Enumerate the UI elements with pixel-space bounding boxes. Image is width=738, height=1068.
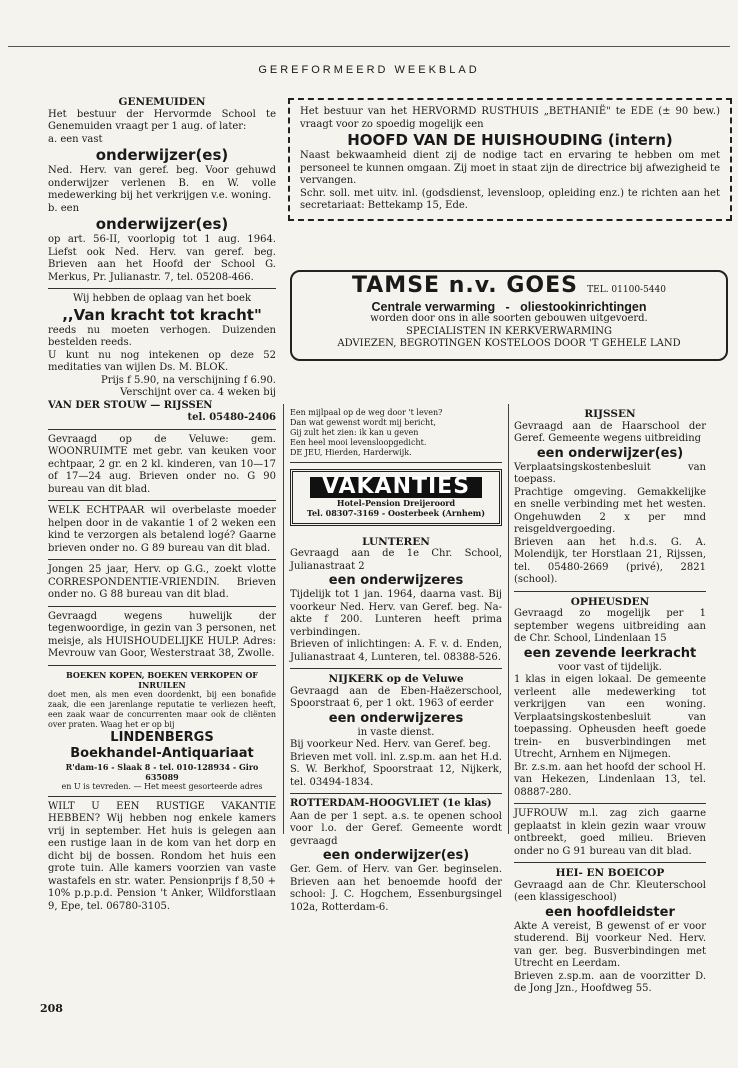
ad-text: WELK ECHTPAAR wil overbelaste moeder helpen door in de vakantie 1 of 2 weken een kind te verzorgen als betalend logé? Gaarne brieven onder no. G 89 bureau van dit blad. bbox=[48, 505, 276, 554]
ad-text: SPECIALISTEN IN KERKVERWARMING bbox=[406, 325, 612, 337]
ad-text: voor vast of tijdelijk. bbox=[558, 661, 662, 673]
ad-title: een onderwijzeres bbox=[328, 573, 464, 588]
ad-text: en U is tevreden. — Het meest gesorteerde adres bbox=[61, 781, 263, 791]
ad-text: Gevraagd aan de 1e Chr. School, Julianastraat 2 bbox=[290, 548, 502, 572]
ad-heading: RIJSSEN bbox=[584, 408, 636, 420]
ad-title: HOOFD VAN DE HUISHOUDING (intern) bbox=[347, 131, 673, 149]
column-divider bbox=[283, 404, 284, 834]
ad-text: R'dam-16 - Slaak 8 - tel. 010-128934 - Giro 635089 bbox=[65, 761, 259, 782]
ad-text: b. een bbox=[48, 202, 80, 214]
ad-text: Prijs f 5.90, na verschijning f 6.90. bbox=[100, 374, 276, 386]
ad-text: op art. 56-II, voorlopig tot 1 aug. 1964. Liefst ook Ned. Herv. van geref. beg. Brieven aan het Hoofd der School G. Merkus, Pr. Julianastr. 7, tel. 05208-466. bbox=[48, 234, 276, 283]
page-header: GEREFORMEERD WEEKBLAD bbox=[258, 64, 480, 76]
ad-text: TEL. 01100-5440 bbox=[587, 285, 666, 295]
ad-woonruimte bbox=[48, 430, 276, 502]
ad-text: Het bestuur der Hervormde School te Genemuiden vraagt per 1 aug. of later: bbox=[48, 108, 276, 132]
top-rule bbox=[8, 46, 730, 47]
poem-line: Een heel mooi levensloopgedicht. bbox=[290, 438, 427, 447]
ad-text: Tel. 08307-3169 - Oosterbeek (Arnhem) bbox=[306, 507, 486, 518]
ad-heading: NIJKERK op de Veluwe bbox=[328, 673, 464, 685]
ad-heading: ROTTERDAM-HOOGVLIET (1e klas) bbox=[290, 798, 492, 809]
ad-heading: BOEKEN KOPEN, BOEKEN VERKOPEN OF INRUILEN bbox=[66, 669, 258, 690]
ad-text: Gevraagd wegens huwelijk der tegenwoordige, in gezin van 3 personen, net meisje, als HUISHOUDELIJKE HULP. Adres: Mevrouw van Goor, Westerstraat 38, Zwolle. bbox=[48, 610, 276, 659]
ad-lindenbergs bbox=[48, 666, 276, 797]
ad-text: Ned. Herv. van geref. beg. Voor gehuwd onderwijzer verlenen B. en W. volle medewerking bij het verkrijgen v.e. woning. bbox=[48, 165, 276, 201]
poem-line: DE JEU, Hierden, Harderwijk. bbox=[290, 448, 412, 457]
ad-text: Akte A vereist, B gewenst of er voor studerend. Bij voorkeur Ned. Herv. van ger. beg. Busverbindingen met Utrecht en Leerdam. bbox=[514, 920, 706, 969]
tamse-title-row bbox=[302, 273, 716, 298]
ad-heading: LUNTEREN bbox=[362, 535, 430, 548]
ad-opheusden bbox=[514, 592, 706, 805]
ad-text: Gevraagd zo mogelijk per 1 september wegens uitbreiding aan de Chr. School, Lindenlaan 15 bbox=[514, 608, 706, 644]
ad-title: ,,Van kracht tot kracht" bbox=[62, 305, 262, 324]
ad-text: Gevraagd aan de Chr. Kleuterschool (een klassigeschool) bbox=[514, 879, 706, 903]
poem-line: Gij zult het zien: ik kan u geven bbox=[290, 428, 419, 437]
ad-text: Gevraagd aan de Haarschool der Geref. Gemeente wegens uitbreiding bbox=[514, 420, 706, 444]
ad-text: Brieven met voll. inl. z.sp.m. aan het H.d. S. W. Berkhof, Spoorstraat 12, Nijkerk, tel. 03494-1834. bbox=[290, 751, 502, 788]
ad-text: Het bestuur van het HERVORMD RUSTHUIS „BETHANIË" te EDE (± 90 bew.) vraagt voor zo spoedig mogelijk een bbox=[300, 106, 720, 130]
ad-text: Br. z.s.m. aan het hoofd der school H. van Hekezen, Lindenlaan 13, tel. 08887-280. bbox=[514, 761, 706, 798]
ad-tamse-goes bbox=[290, 270, 728, 361]
ad-subtitle: Centrale verwarming - oliestookinrichtingen bbox=[371, 299, 647, 314]
ad-text: worden door ons in alle soorten gebouwen uitgevoerd. bbox=[370, 313, 648, 324]
ad-text: 1 klas in eigen lokaal. De gemeente verleent alle medewerking tot verkrijgen van een woning. Verplaatsingskostenbesluit van toepassing. Opheusden heeft goede trein- en busverbindingen met Utrecht, Arnhem en Nijmegen. bbox=[514, 674, 706, 760]
ad-text: a. een vast bbox=[48, 133, 103, 145]
ad-title: onderwijzer(es) bbox=[95, 215, 229, 233]
ad-jongen bbox=[48, 560, 276, 607]
ad-title: onderwijzer(es) bbox=[95, 146, 229, 164]
ad-text: Schr. soll. met uitv. inl. (godsdienst, levensloop, opleiding enz.) te richten aan het secretariaat: Bettekamp 15, Ede. bbox=[300, 187, 720, 211]
ad-rusthuis-bethanie bbox=[288, 98, 732, 221]
ad-gedicht bbox=[290, 404, 502, 463]
ad-title: TAMSE n.v. GOES bbox=[351, 273, 578, 298]
ad-heading: OPHEUSDEN bbox=[570, 595, 650, 608]
ad-vakanties bbox=[290, 469, 502, 526]
poem-line: Dan wat gewenst wordt mij bericht, bbox=[290, 418, 436, 427]
ad-text: Verplaatsingskostenbesluit van toepass. bbox=[514, 461, 706, 485]
ad-title: Boekhandel-Antiquariaat bbox=[70, 745, 254, 761]
column-divider bbox=[508, 404, 509, 834]
ad-text: doet men, als men even doordenkt, bij een bonafide zaak, die een jarenlange reputatie te verliezen heeft, een zaak waar de concurrenten maar ook de cliënten over praten. Waag het er op bij bbox=[48, 689, 276, 729]
ad-text: reeds nu moeten verhogen. Duizenden bestelden reeds. bbox=[48, 324, 276, 348]
ad-text: ADVIEZEN, BEGROTINGEN KOSTELOOS DOOR 'T GEHELE LAND bbox=[337, 338, 681, 349]
ad-text: Prachtige omgeving. Gemakkelijke en snelle verbinding met het westen. Ongehuwden 2 x per mnd reisgeldvergoeding. bbox=[514, 486, 706, 535]
column-middle bbox=[290, 404, 502, 918]
ad-title: een onderwijzer(es) bbox=[536, 445, 684, 461]
ad-text: Gevraagd op de Veluwe: gem. WOONRUIMTE met gebr. van keuken voor echtpaar, 2 gr. en 2 kl. kinderen, van 10—17 of 17—24 aug. Brieven onder no. G 90 bureau van dit blad. bbox=[48, 433, 276, 495]
ad-genemuiden bbox=[48, 92, 276, 289]
ad-heading: GENEMUIDEN bbox=[118, 96, 206, 108]
ad-text: tel. 05480-2406 bbox=[187, 412, 276, 423]
ad-rijssen bbox=[514, 404, 706, 592]
ad-text: U kunt nu nog intekenen op deze 52 meditaties van wijlen Ds. M. BLOK. bbox=[48, 349, 276, 373]
ad-title: LINDENBERGS bbox=[110, 729, 214, 745]
ad-text: Hotel-Pension Dreijeroord bbox=[336, 497, 456, 508]
ad-hei-en-boeicop bbox=[514, 863, 706, 1000]
ad-text: Verschijnt over ca. 4 weken bij bbox=[120, 387, 276, 398]
column-right bbox=[514, 404, 706, 1000]
ad-text: Aan de per 1 sept. a.s. te openen school voor l.o. der Geref. Gemeente wordt gevraagd bbox=[290, 810, 502, 847]
ad-nijkerk bbox=[290, 669, 502, 794]
ad-text: Gevraagd aan de Eben-Haëzerschool, Spoorstraat 6, per 1 okt. 1963 of eerder bbox=[290, 685, 502, 709]
ad-huishoudelijke-hulp bbox=[48, 607, 276, 666]
ad-text: JUFROUW m.l. zag zich gaarne geplaatst in klein gezin waar vrouw ontbreekt, goed milieu. Brieven onder no G 91 bureau van dit blad. bbox=[514, 808, 706, 857]
ad-vakantie-epe bbox=[48, 797, 276, 918]
ad-echtpaar bbox=[48, 501, 276, 560]
ad-boek bbox=[48, 289, 276, 430]
ad-text: Tijdelijk tot 1 jan. 1964, daarna vast. Bij voorkeur Ned. Herv. van Geref. beg. Na-akte f 200. Lunteren heeft prima verbindingen. bbox=[290, 589, 502, 638]
ad-text: VAN DER STOUW — RIJSSEN bbox=[48, 399, 213, 411]
ad-title: een zevende leerkracht bbox=[523, 645, 697, 661]
ad-text: Brieven of inlichtingen: A. F. v. d. Enden, Julianastraat 4, Lunteren, tel. 08388-526. bbox=[290, 639, 502, 663]
ad-text: Wij hebben de oplaag van het boek bbox=[72, 293, 252, 304]
ad-title: een onderwijzer(es) bbox=[322, 848, 470, 863]
column-left bbox=[48, 92, 276, 917]
ad-text: Bij voorkeur Ned. Herv. van Geref. beg. bbox=[290, 739, 491, 750]
ad-rotterdam bbox=[290, 794, 502, 918]
page-number: 208 bbox=[40, 1002, 63, 1015]
ad-heading: HEI- EN BOEICOP bbox=[555, 867, 665, 879]
ad-jufrouw bbox=[514, 804, 706, 863]
ad-text: Brieven z.sp.m. aan de voorzitter D. de Jong Jzn., Hoofdweg 55. bbox=[514, 970, 706, 994]
ad-text: Brieven aan het h.d.s. G. A. Molendijk, ter Horstlaan 21, Rijssen, tel. 05480-2669 (privé), 2821 (school). bbox=[514, 536, 706, 585]
ad-text: in vaste dienst. bbox=[357, 726, 435, 738]
ad-text: Ger. Gem. of Herv. van Ger. beginselen. Brieven aan het benoemde hoofd der school: J. C. Hogchem, Essenburgsingel 102a, Rotterdam-6. bbox=[290, 864, 502, 913]
ad-text: Naast bekwaamheid dient zij de nodige tact en ervaring te hebben om met personeel te kunnen omgaan. Zij moet in staat zijn de directrice bij afwezigheid te vervangen. bbox=[300, 150, 720, 186]
ad-title: VAKANTIES bbox=[310, 477, 482, 498]
poem-line: Een mijlpaal op de weg door 't leven? bbox=[290, 408, 443, 417]
ad-lunteren bbox=[290, 532, 502, 670]
ad-title: een hoofdleidster bbox=[545, 904, 675, 920]
ad-text: Jongen 25 jaar, Herv. op G.G., zoekt vlotte CORRESPONDENTIE-VRIENDIN. Brieven onder no. G 88 bureau van dit blad. bbox=[48, 564, 276, 600]
ad-title: een onderwijzeres bbox=[328, 710, 464, 726]
ad-text: WILT U EEN RUSTIGE VAKANTIE HEBBEN? Wij hebben nog enkele kamers vrij in september. Het huis is gelegen aan een rustige laan in de kom van het dorp en dicht bij de bossen. Rondom het huis een grote tuin. Alle kamers voorzien van vaste wastafels en str. water. Pensionprijs f 8,50 + 10% p.p.p.d. Pension 't Anker, Wildforstlaan 9, Epe, tel. 06780-3105. bbox=[48, 800, 276, 912]
